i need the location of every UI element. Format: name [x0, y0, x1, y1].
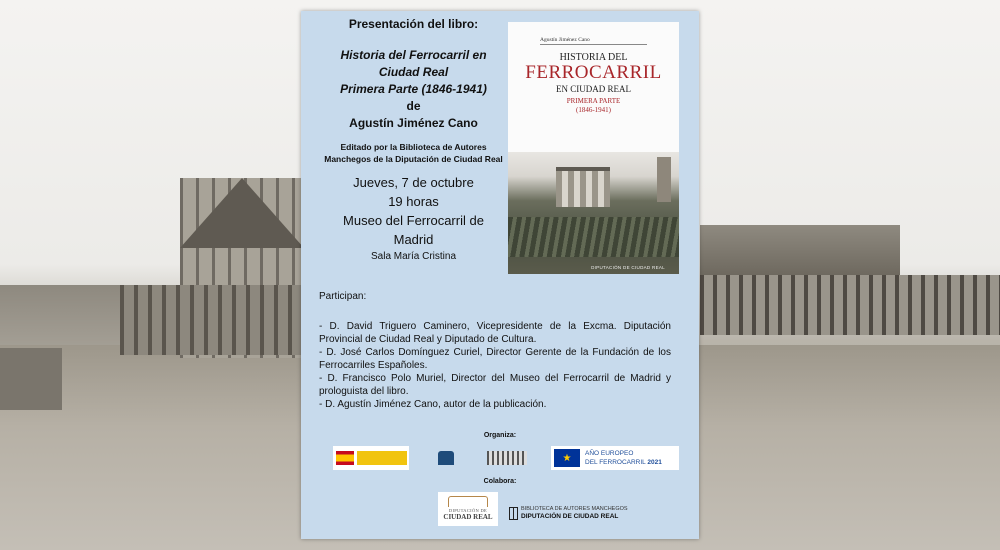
book-author: Agustín Jiménez Cano [349, 116, 478, 130]
event-date: Jueves, 7 de octubre [353, 175, 474, 190]
book-title-line2: Ciudad Real [378, 65, 449, 79]
government-of-spain-logo [333, 446, 409, 470]
eu-flag-icon: ★ [554, 449, 580, 467]
connector-de: de [406, 99, 421, 113]
cover-subtitle-line1: PRIMERA PARTE [566, 97, 621, 105]
eu-year: 2021 [647, 459, 662, 466]
cover-title-line3: EN CIUDAD REAL [556, 84, 631, 94]
cover-subtitle-line2: (1846-1941) [576, 106, 611, 114]
cover-subtitle [508, 97, 679, 115]
bam-line2: DIPUTACIÓN DE CIUDAD REAL [521, 512, 619, 520]
participant-item: - D. Francisco Polo Muriel, Director del Museo del Ferrocarril de Madrid y prologuista del libro. [319, 373, 671, 397]
cover-divider [540, 44, 647, 45]
participant-item: - D. Agustín Jiménez Cano, autor de la publicación. [319, 399, 547, 410]
eu-line2-row [585, 458, 662, 467]
eu-line2: DEL FERROCARRIL [585, 459, 646, 466]
participant-item: - D. José Carlos Domínguez Curiel, Director Gerente de la Fundación de los Ferrocarriles Españoles. [319, 347, 671, 371]
book-title [311, 47, 516, 98]
cover-fields [508, 217, 679, 257]
background-shed [0, 348, 62, 410]
eu-line1: AÑO EUROPEO [585, 450, 634, 457]
edited-line2: Manchegos de la Diputación de Ciudad Real [324, 154, 503, 164]
event-time: 19 horas [388, 194, 439, 209]
arch-icon [448, 496, 488, 507]
dip-line2: CIUDAD REAL [443, 513, 493, 521]
cover-footer: DIPUTACIÓN DE CIUDAD REAL [591, 265, 665, 270]
colabora-label: Colabora: [483, 478, 517, 485]
presentation-label: Presentación del libro: [348, 17, 479, 31]
museum-building-icon [487, 451, 527, 465]
dip-line1: DIPUTACIÓN DE [448, 508, 488, 513]
event-venue-line1: Museo del Ferrocarril de [343, 213, 484, 228]
fundacion-ferrocarriles-logo [419, 446, 475, 470]
eu-text [585, 449, 662, 467]
book-title-line3: Primera Parte (1846-1941) [340, 82, 487, 96]
edited-by [311, 141, 516, 165]
participant-item: - D. David Triguero Caminero, Vicepresidente de la Excma. Diputación Provincial de Ciudad Real y Diputado de Cultura. [319, 321, 671, 345]
museo-ferrocarril-logo [486, 446, 528, 470]
background-right-hall-roof [700, 225, 900, 275]
event-poster [301, 11, 699, 539]
spain-flag-icon [336, 451, 354, 465]
diputacion-ciudad-real-logo [438, 492, 498, 526]
background-left-hall-roof [180, 178, 304, 248]
background-left-arcade [120, 285, 305, 355]
book-cover [508, 22, 679, 274]
ministry-badge [357, 451, 407, 465]
event-venue-line2: Madrid [393, 232, 434, 247]
participants-list [319, 320, 671, 411]
book-title-line1: Historia del Ferrocarril en [340, 48, 487, 62]
poster-header-text [311, 17, 516, 264]
event-room: Sala María Cristina [370, 251, 457, 262]
cover-author: Agustín Jiménez Cano [540, 37, 590, 43]
organiza-label: Organiza: [483, 432, 517, 439]
biblioteca-autores-manchegos-logo [509, 505, 639, 521]
book-icon [509, 507, 518, 520]
edited-line1: Editado por la Biblioteca de Autores [340, 142, 487, 152]
cover-title-line2: FERROCARRIL [525, 62, 662, 83]
bam-line1: BIBLIOTECA DE AUTORES MANCHEGOS [521, 505, 628, 512]
background-right-arcade [700, 275, 1000, 335]
cover-station-building [556, 167, 610, 207]
bam-text [521, 506, 628, 521]
cover-title-line1: HISTORIA DEL [559, 52, 628, 63]
european-year-of-rail-logo [551, 446, 679, 470]
participants-label: Participan: [319, 291, 367, 302]
train-icon [438, 451, 454, 465]
cover-church-tower [657, 157, 671, 202]
